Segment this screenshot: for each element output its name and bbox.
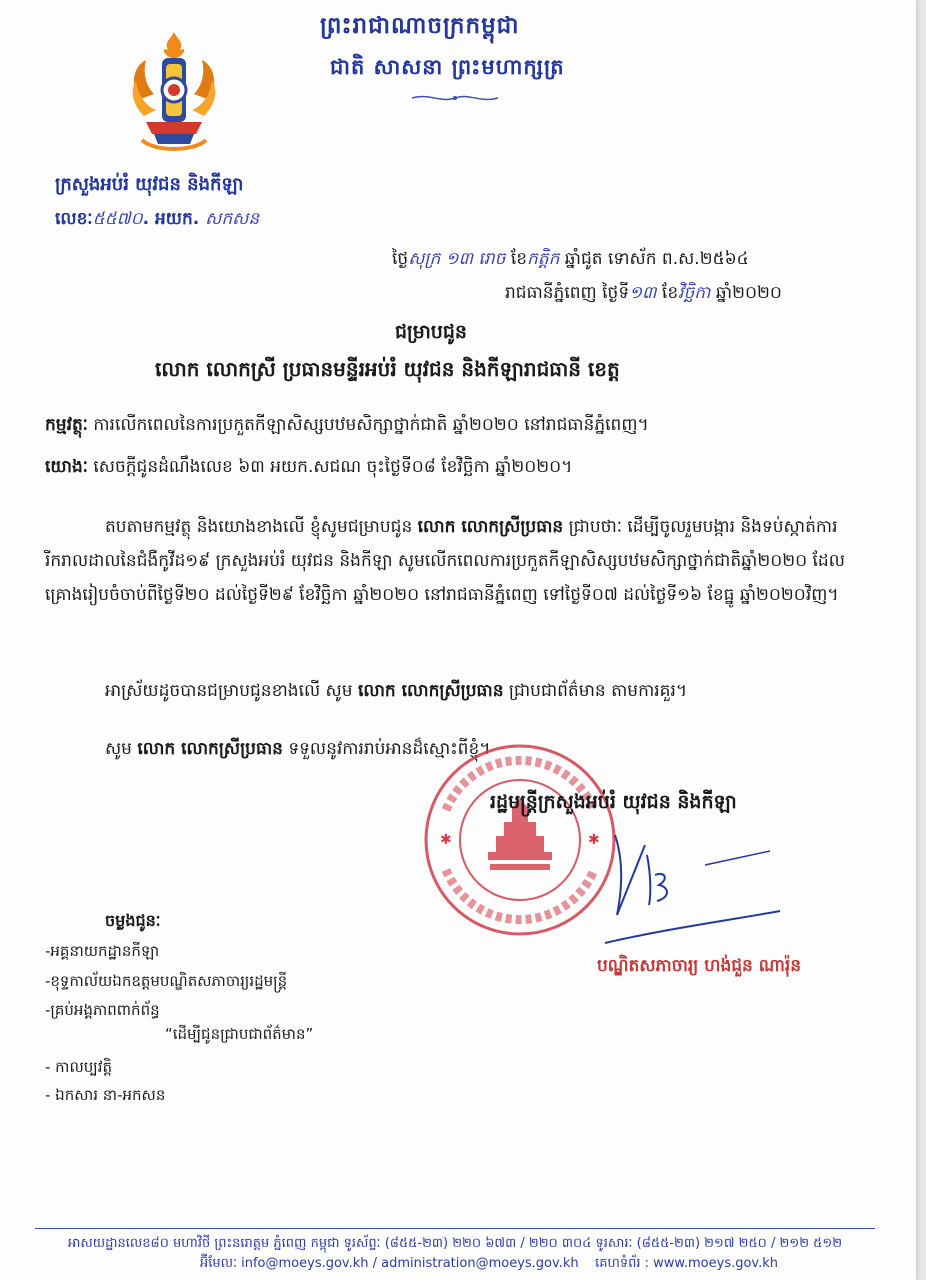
lunar-day-label: ថ្ងៃ <box>392 249 409 269</box>
ministry-emblem-logo <box>124 30 224 162</box>
ref-number-handwritten: ៥៥៧០ <box>92 209 143 229</box>
footer-divider <box>35 1228 875 1229</box>
svg-text:✱: ✱ <box>440 832 452 848</box>
city-date-line <box>505 282 782 307</box>
reference-number: លេខៈ៥៥៧០. អយក. សកសន <box>55 209 260 229</box>
cc-title: ចម្លងជូនៈ <box>105 911 161 930</box>
website-label: គេហទំព័រ : <box>595 1256 650 1271</box>
ref-suffix: អយក. <box>155 209 200 229</box>
city-month-handwritten: វិច្ឆិកា <box>678 283 711 303</box>
lunar-date-line <box>392 248 749 273</box>
reference-line <box>45 456 572 481</box>
cc-note: “ដើម្បីជូនជ្រាបជាព័ត៌មាន” <box>165 1025 314 1043</box>
body-paragraph-2 <box>105 680 687 705</box>
ministry-name: ក្រសួងអប់រំ យុវជន និងកីឡា <box>55 174 244 195</box>
p3-text-a: សូម <box>105 739 132 759</box>
kingdom-title: ព្រះរាជាណាចក្រកម្ពុជា <box>320 13 520 39</box>
p2-text-a: អាស្រ័យដូចបានជម្រាបជូនខាងលើ សូម <box>105 681 353 701</box>
p3-addressee: លោក លោកស្រីប្រធាន <box>137 739 283 759</box>
ref-label: លេខៈ <box>55 209 93 229</box>
ornament-divider <box>410 90 500 109</box>
handwritten-signature <box>585 825 785 959</box>
subject-line <box>45 414 649 439</box>
reference-label: យោងៈ <box>45 457 88 477</box>
p3-text-b: ទទួលនូវការរាប់អានដ៏ស្មោះពីខ្ញុំ។ <box>288 739 491 759</box>
p1-text-a: តបតាមកម្មវត្ថុ និងយោងខាងលើ ខ្ញុំសូមជម្រាបជូន <box>105 517 413 537</box>
body-paragraph-1 <box>45 510 865 612</box>
reference-text: សេចក្តីជូនដំណឹងលេខ ៦៣ អយក.សជណ ចុះថ្ងៃទី០៨ ខែវិច្ឆិកា ឆ្នាំ២០២០។ <box>93 457 573 477</box>
lunar-month-handwritten: កត្តិក <box>527 249 560 269</box>
footer-address: អាសយដ្ឋានលេខ៨០ មហាវិថី ព្រះនរោត្តម ភ្នំពេញ កម្ពុជា ទូរស័ព្ទៈ (៨៥៥-២៣) ២២០ ៦៧៣ / ២២០ ៣០៤ ទូរសារៈ (៨៥៥-២៣) ២១៧ ២៥០ / ២១២ ៥១២ <box>68 1236 843 1251</box>
lunar-year-text: ឆ្នាំជូត ទោស័ក ព.ស.២៥៦៤ <box>564 249 749 269</box>
cc-extra-item: - កាលប្បវត្តិ <box>45 1058 113 1076</box>
city-year: ឆ្នាំ២០២០ <box>715 283 782 303</box>
city-day-handwritten: ១៣ <box>629 283 657 303</box>
ref-handwritten-code: សកសន <box>205 209 260 229</box>
lunar-day-handwritten: សុក្រ ១៣ រោច <box>408 249 506 269</box>
city-date-prefix: រាជធានីភ្នំពេញ ថ្ងៃទី <box>505 283 630 303</box>
signatory-name: បណ្ឌិតសភាចារ្យ ហង់ជួន ណារ៉ុន <box>597 956 802 976</box>
cc-extra-item: - ឯកសារ នា-អកសន <box>45 1086 166 1104</box>
footer-contacts <box>200 1255 778 1274</box>
svg-text:✱: ✱ <box>588 832 600 848</box>
lunar-month-label: ខែ <box>510 249 527 269</box>
to-line: ជម្រាបជូន <box>395 321 467 343</box>
subject-text: ការលើកពេលនៃការប្រកួតកីឡាសិស្សបឋមសិក្សាថ្នាក់ជាតិ ឆ្នាំ២០២០ នៅរាជធានីភ្នំពេញ។ <box>93 415 649 435</box>
national-motto: ជាតិ សាសនា ព្រះមហាក្សត្រ <box>330 55 565 79</box>
p2-text-b: ជ្រាបជាព័ត៌មាន តាមការគួរ។ <box>508 681 688 701</box>
p2-addressee: លោក លោកស្រីប្រធាន <box>357 681 504 701</box>
subject-label: កម្មវត្ថុៈ <box>45 415 88 435</box>
p1-text-b: ជ្រាបថាៈ ដើម្បីចូលរួមបង្ការ និងទប់ស្កាត់ការរីករាលដាលនៃជំងឺកូវីដ១៩ ក្រសួងអប់រំ យុវជន និងកីឡា សូមលើកពេលការប្រកួតកីឡាសិស្សបឋមសិក្សាថ្នាក់ជាតិឆ្នាំ២០២០ ដែលគ្រោងរៀបចំចាប់ពីថ្ងៃទី២០ ដល់ថ្ងៃទី២៩ ខែវិច្ឆិកា ឆ្នាំ២០២០ នៅរាជធានីភ្នំពេញ ទៅថ្ងៃទី០៧ ដល់ថ្ងៃទី១៦ ខែធ្នូ ឆ្នាំ២០២០វិញ។ <box>45 517 845 605</box>
email-links[interactable]: info@moeys.gov.kh / administration@moeys.gov.kh <box>241 1256 579 1271</box>
website-link[interactable]: www.moeys.gov.kh <box>653 1256 779 1271</box>
signatory-title: រដ្ឋមន្ត្រីក្រសួងអប់រំ យុវជន និងកីឡា <box>490 791 737 813</box>
cc-item: -ខុទ្ទកាល័យឯកឧត្តមបណ្ឌិតសភាចារ្យរដ្ឋមន្ត្រី <box>45 972 288 990</box>
recipient-name: លោក លោកស្រី ប្រធានមន្ទីរអប់រំ យុវជន និងកីឡារាជធានី ខេត្ត <box>155 357 620 381</box>
email-label: អ៊ីមែលៈ <box>200 1256 237 1271</box>
cc-item: -គ្រប់អង្គភាពពាក់ព័ន្ធ <box>45 1001 160 1019</box>
cc-item: -អគ្គនាយកដ្ឋានកីឡា <box>45 942 160 960</box>
city-month-label: ខែ <box>661 283 679 303</box>
p1-addressee: លោក លោកស្រីប្រធាន <box>417 517 564 537</box>
